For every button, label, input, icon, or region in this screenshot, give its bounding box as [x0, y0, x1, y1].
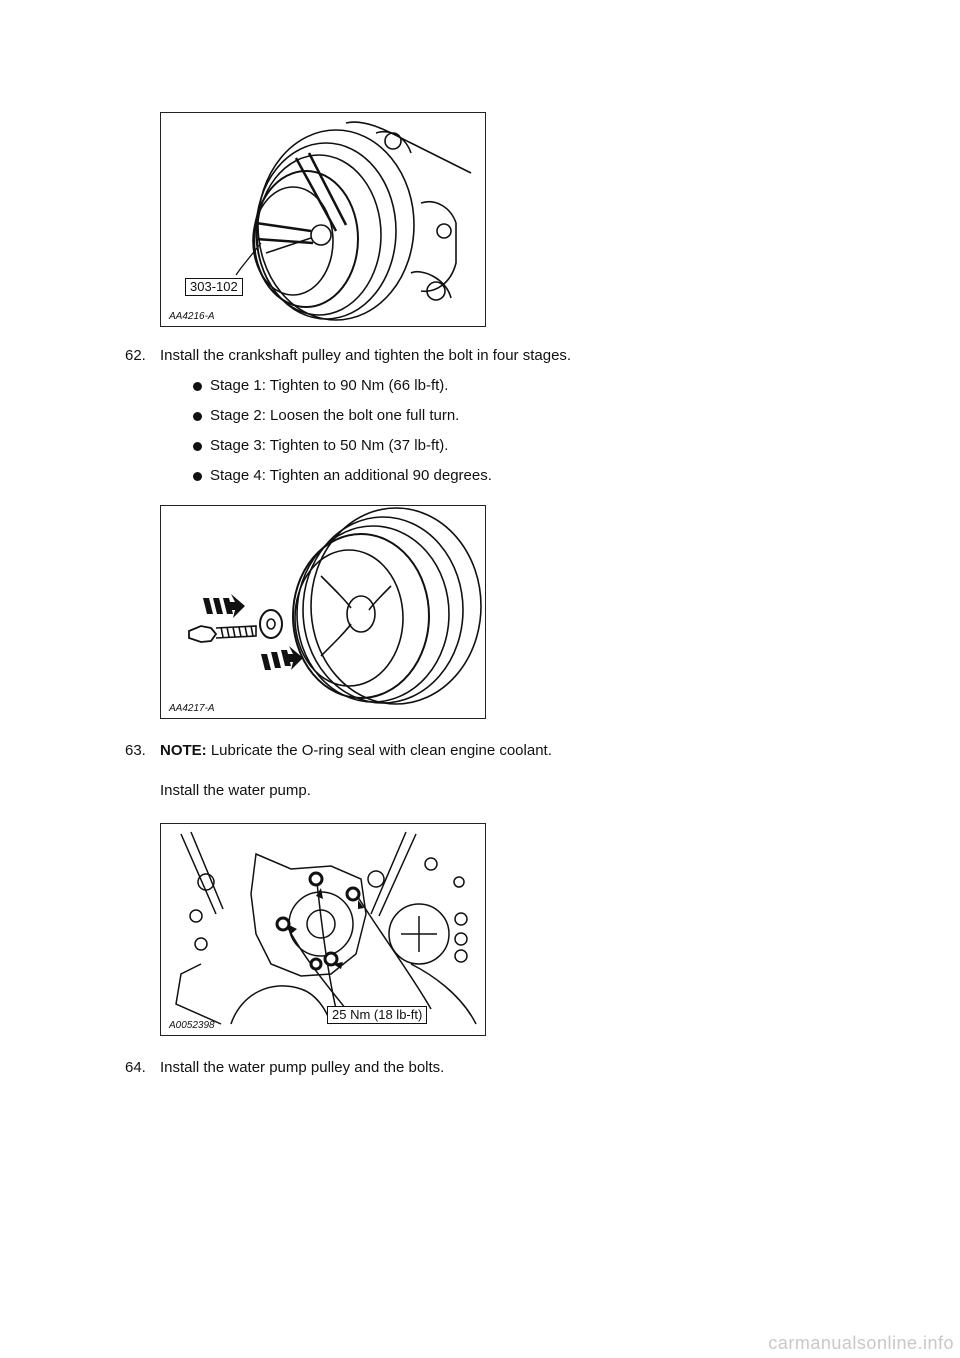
step-62-stage-3 [193, 437, 448, 455]
bullet-text: Stage 4: Tighten an additional 90 degrees. [210, 467, 492, 484]
note-text: Lubricate the O-ring seal with clean engine coolant. [206, 742, 552, 759]
step-63-text: Install the water pump. [160, 782, 311, 799]
figure-caption: AA4217-A [169, 703, 215, 714]
tool-number-callout: 303-102 [185, 278, 243, 296]
torque-callout: 25 Nm (18 lb-ft) [327, 1006, 427, 1024]
figure-crankshaft-pulley-bolt [160, 505, 486, 719]
step-62-stage-1 [193, 377, 448, 395]
bullet-text: Stage 3: Tighten to 50 Nm (37 lb-ft). [210, 437, 449, 454]
bullet-text: Stage 2: Loosen the bolt one full turn. [210, 407, 460, 424]
water-pump-bolt-torque-illustration [161, 824, 486, 1036]
step-64-number: 64. [125, 1059, 146, 1076]
step-62-text: Install the crankshaft pulley and tighten the bolt in four stages. [160, 347, 572, 364]
figure-caption: A0052398 [169, 1020, 215, 1031]
footer-watermark: carmanualsonline.info [768, 1333, 954, 1353]
step-63-note [160, 742, 552, 760]
step-64-text: Install the water pump pulley and the bolts. [160, 1059, 445, 1076]
step-62-stage-2 [193, 407, 459, 425]
pulley-bolt-washer-illustration [161, 506, 486, 719]
bullet-text: Stage 1: Tighten to 90 Nm (66 lb-ft). [210, 377, 449, 394]
figure-water-pump-bolts [160, 823, 486, 1036]
figure-caption: AA4216-A [169, 311, 215, 322]
step-62-number: 62. [125, 347, 146, 364]
step-62-stage-4 [193, 467, 492, 485]
figure-crankshaft-holding-tool [160, 112, 486, 327]
note-label: NOTE: [160, 742, 207, 759]
step-63-number: 63. [125, 742, 146, 759]
